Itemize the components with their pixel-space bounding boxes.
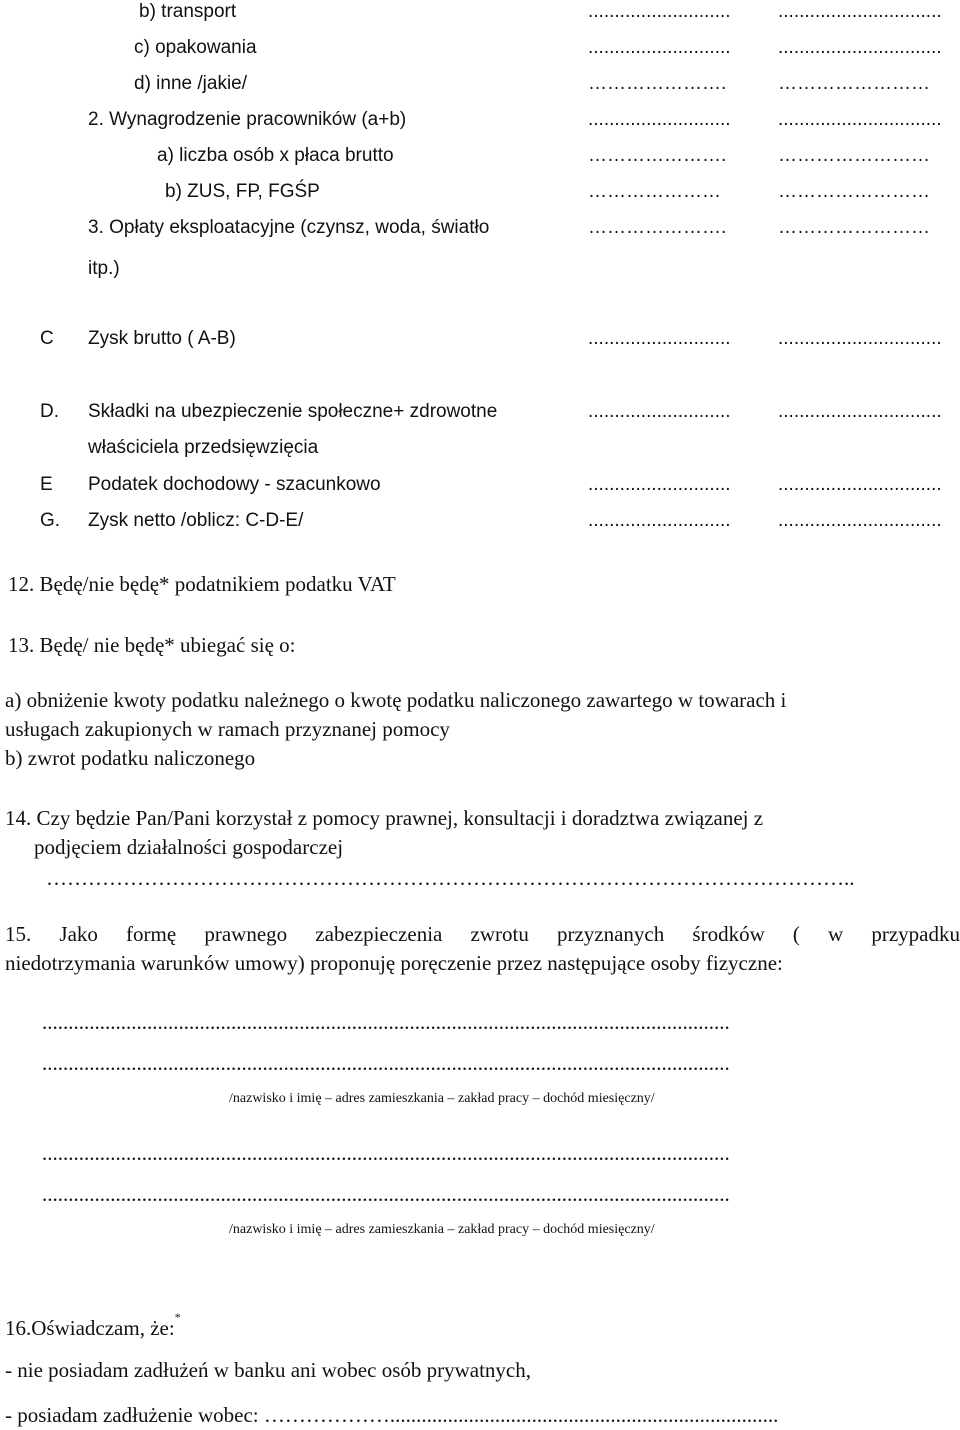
section-15-caption-1: /nazwisko i imię – adres zamieszkania – zakład pracy – dochód miesięczny/ (229, 1091, 655, 1106)
summary-label-zysk-brutto: Zysk brutto ( A-B) (88, 328, 236, 349)
section-16-heading (5, 1310, 181, 1340)
section-14-line2: podjęciem działalności gospodarczej (34, 835, 344, 859)
summary-v2-podatek: ............................... (778, 474, 942, 495)
table-row-liczba-osob-v1: …………………. (588, 145, 727, 166)
section-15-caption-2: /nazwisko i imię – adres zamieszkania – zakład pracy – dochód miesięczny/ (229, 1222, 655, 1237)
table-row-transport-label: b) transport (139, 1, 237, 22)
section-13-heading: 13. Będę/ nie będę* ubiegać się o: (8, 633, 296, 657)
table-row-zus-v2: …………………… (778, 181, 930, 202)
table-row-inne-label: d) inne /jakie/ (134, 73, 248, 94)
section-15-fill-1: ................................................................................................................................... (42, 1010, 730, 1034)
summary-v2-zysk-brutto: ............................... (778, 328, 942, 349)
section-15-fill-2: ................................................................................................................................... (42, 1051, 730, 1075)
table-row-liczba-osob-label: a) liczba osób x płaca brutto (157, 145, 394, 166)
summary-v1-zysk-netto: ........................... (588, 510, 731, 531)
table-row-transport-v1: ........................... (588, 1, 731, 22)
table-row-oplaty-v2: …………………… (778, 217, 930, 238)
section-16-heading-text: 16.Oświadczam, że: (5, 1316, 175, 1340)
section-13-a-line1: a) obniżenie kwoty podatku należnego o kwotę podatku naliczonego zawartego w towarach i (5, 688, 787, 712)
summary-letter-c: C (40, 328, 54, 349)
section-15-fill-4: ................................................................................................................................... (42, 1182, 730, 1206)
table-row-oplaty-v1: …………………. (588, 217, 727, 238)
summary-v2-skladki: ............................... (778, 401, 942, 422)
summary-v1-podatek: ........................... (588, 474, 731, 495)
table-row-opakowania-label: c) opakowania (134, 37, 257, 58)
section-15-line1: 15. Jako formę prawnego zabezpieczenia zwrotu przyznanych środków ( w przypadku (5, 922, 960, 946)
table-row-wynagrodzenie-v2: ............................... (778, 109, 942, 130)
table-row-oplaty-label: 3. Opłaty eksploatacyjne (czynsz, woda, światło (88, 217, 490, 238)
section-16-item-2: - posiadam zadłużenie wobec: ……………….......................................................................... (5, 1403, 779, 1427)
summary-v1-skladki: ........................... (588, 401, 731, 422)
section-13-a-line2: usługach zakupionych w ramach przyznanej pomocy (5, 717, 450, 741)
table-row-inne-v2: …………………… (778, 73, 930, 94)
table-row-inne-v1: …………………. (588, 73, 727, 94)
summary-v1-zysk-brutto: ........................... (588, 328, 731, 349)
table-row-opakowania-v2: ............................... (778, 37, 942, 58)
section-14-line1: 14. Czy będzie Pan/Pani korzystał z pomocy prawnej, konsultacji i doradztwa związanej z (5, 806, 764, 830)
summary-letter-g: G. (40, 510, 61, 531)
section-13-b: b) zwrot podatku naliczonego (5, 746, 256, 770)
table-row-zus-label: b) ZUS, FP, FGŚP (165, 181, 320, 202)
section-16-item-1: - nie posiadam zadłużeń w banku ani wobec osób prywatnych, (5, 1358, 532, 1382)
table-row-wynagrodzenie-label: 2. Wynagrodzenie pracowników (a+b) (88, 109, 407, 130)
section-15-fill-3: ................................................................................................................................... (42, 1141, 730, 1165)
summary-label-podatek: Podatek dochodowy - szacunkowo (88, 474, 381, 495)
summary-label-wlasciciela: właściciela przedsięwzięcia (88, 437, 319, 458)
summary-label-zysk-netto: Zysk netto /oblicz: C-D-E/ (88, 510, 304, 531)
table-row-transport-v2: ............................... (778, 1, 942, 22)
section-12: 12. Będę/nie będę* podatnikiem podatku VAT (8, 572, 396, 596)
table-row-wynagrodzenie-v1: ........................... (588, 109, 731, 130)
summary-letter-e: E (40, 474, 53, 495)
table-row-opakowania-v1: ........................... (588, 37, 731, 58)
summary-v2-zysk-netto: ............................... (778, 510, 942, 531)
table-row-zus-v1: ………………… (588, 181, 721, 202)
summary-letter-d: D. (40, 401, 59, 422)
table-row-liczba-osob-v2: …………………… (778, 145, 930, 166)
section-14-fill: …………………………………………………………………………………………………….. (46, 866, 855, 890)
footnote-asterisk: * (174, 1310, 181, 1324)
table-row-itp-label: itp.) (88, 258, 120, 279)
summary-label-skladki: Składki na ubezpieczenie społeczne+ zdrowotne (88, 401, 498, 422)
section-15-line2: niedotrzymania warunków umowy) proponuję poręczenie przez następujące osoby fizyczne: (5, 951, 783, 975)
